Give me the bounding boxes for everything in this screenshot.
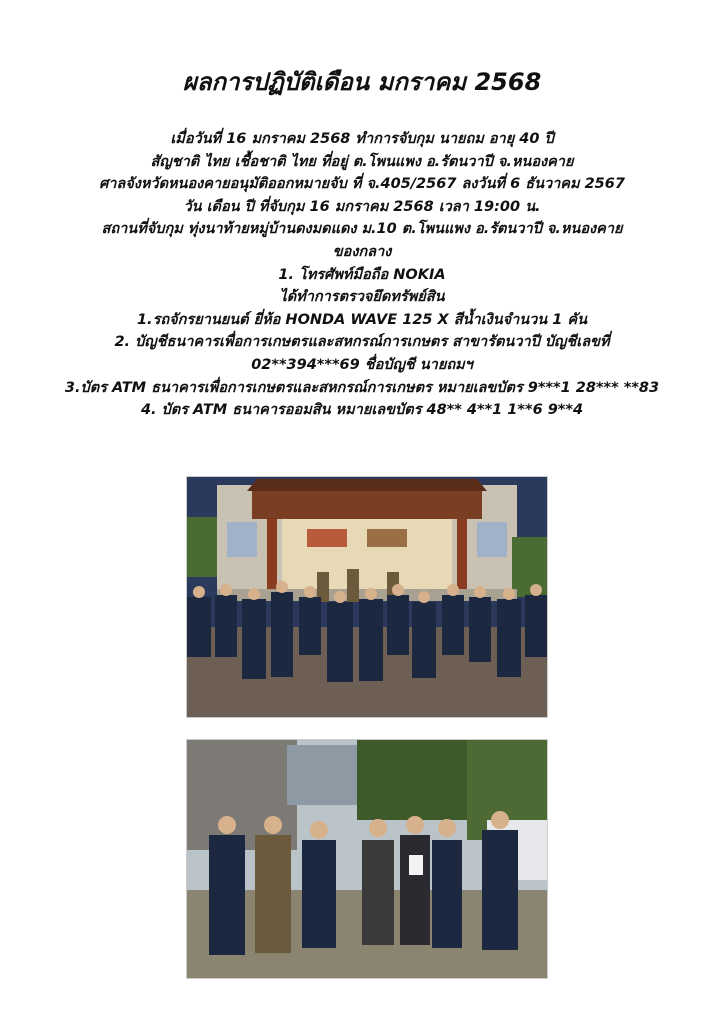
text-line: 2. บัญชีธนาคารเพื่อการเกษตรและสหกรณ์การเกษตร สาขารัตนวาปี บัญชีเลขที่ [114,334,610,351]
text-line: 4. บัตร ATM ธนาคารออมสิน หมายเลขบัตร 48** 4**1 1**6 9**4 [140,402,584,419]
text-line: ของกลาง [332,243,392,260]
text-line: ศาลจังหวัดหนองคายอนุมัติออกหมายจับ ที่ จ.405/2567 ลงวันที่ 6 ธันวาคม 2567 [99,176,625,193]
text-line: 3.บัตร ATM ธนาคารเพื่อการเกษตรและสหกรณ์การเกษตร หมายเลขบัตร 9***1 28*** **83 [64,379,660,396]
text-line: 02**394***69 ชื่อบัญชี นายถมฯ [251,356,473,373]
photo-arrest [186,739,548,979]
document-body [0,128,724,422]
text-line: 1.รถจักรยานยนต์ ยี่ห้อ HONDA WAVE 125 X สีน้ำเงินจำนวน 1 คัน [136,311,588,328]
text-line: เมื่อวันที่ 16 มกราคม 2568 ทำการจับกุม นายถม อายุ 40 ปี [170,131,554,147]
text-line: วัน เดือน ปี ที่จับกุม 16 มกราคม 2568 เวลา 19:00 น. [183,198,541,215]
page-title: ผลการปฏิบัติเดือน มกราคม 2568 [182,68,542,96]
text-line: สัญชาติ ไทย เชื้อชาติ ไทย ที่อยู่ ต.โพนแพง อ.รัตนวาปี จ.หนองคาย [150,153,574,170]
photo-briefing [186,476,548,718]
text-line: สถานที่จับกุม ทุ่งนาท้ายหมู่บ้านดงมดแดง ม.10 ต.โพนแพง อ.รัตนวาปี จ.หนองคาย [101,221,623,238]
text-line: ได้ทำการตรวจยึดทรัพย์สิน [279,289,445,306]
text-line: 1. โทรศัพท์มือถือ NOKIA [278,266,446,283]
